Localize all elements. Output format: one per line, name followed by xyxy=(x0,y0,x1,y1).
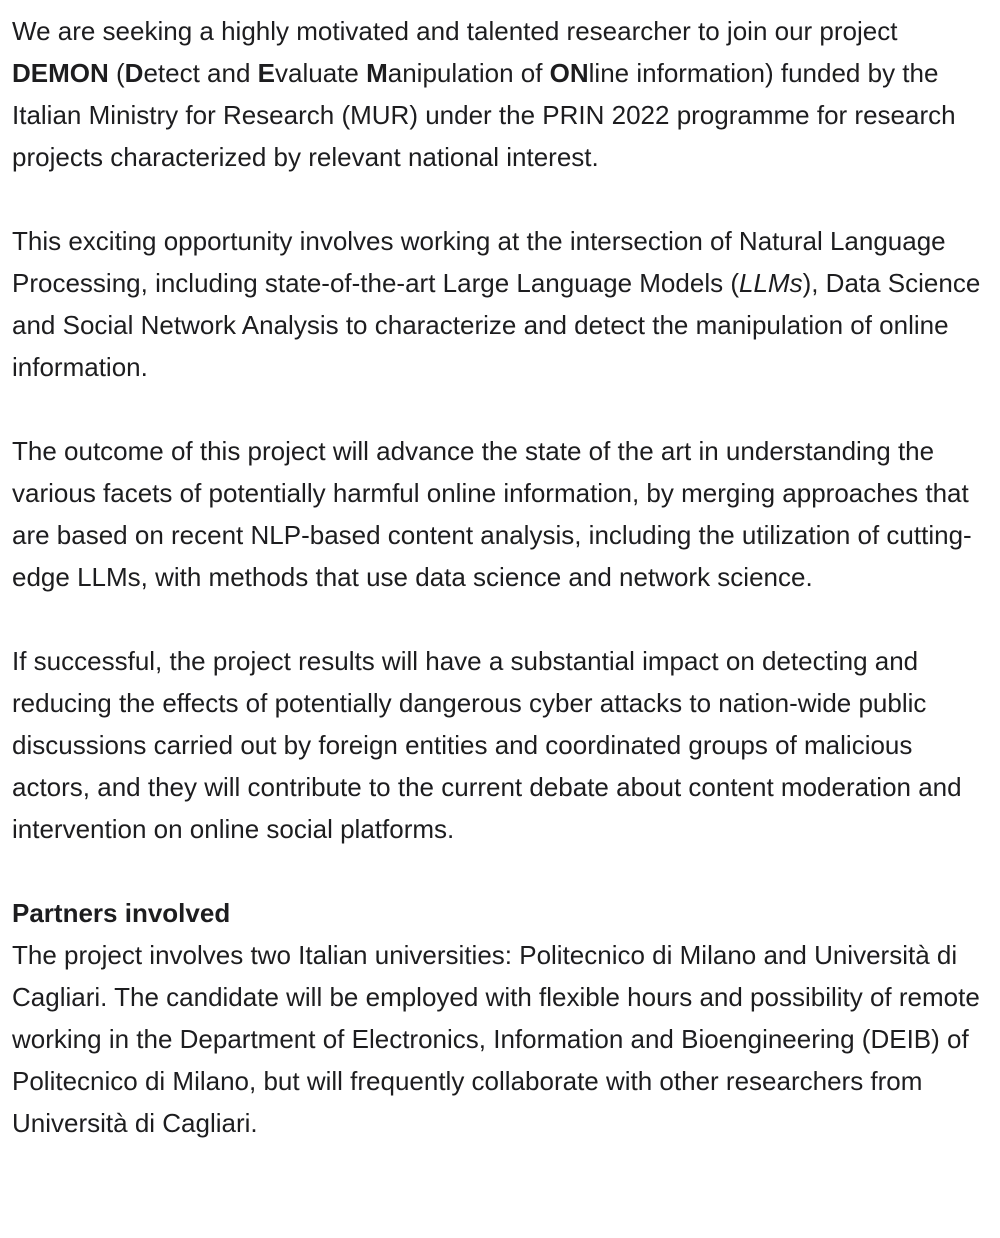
impact-paragraph: If successful, the project results will have a substantial impact on detecting and reducing the effects of potentially dangerous cyber attacks to nation-wide public discussions carried out by foreign entities and coordinated groups of malicious actors, and they will contribute to the current debate about content moderation and intervention on online social platforms. xyxy=(12,646,962,844)
opportunity-text-2: ), Data Science and Social Network Analysis to characterize and detect the manipulation of online information. xyxy=(12,268,981,382)
outcome-paragraph: The outcome of this project will advance the state of the art in understanding the various facets of potentially harmful online information, by merging approaches that are based on recent NLP-based content analysis, including the utilization of cutting-edge LLMs, with methods that use data science and network science. xyxy=(12,436,972,592)
partners-section xyxy=(12,892,984,1144)
partners-text: The project involves two Italian universities: Politecnico di Milano and Università di Cagliari. The candidate will be employed with flexible hours and possibility of remote working in the Department of Electronics, Information and Bioengineering (DEIB) of Politecnico di Milano, but will frequently collaborate with other researchers from Università di Cagliari. xyxy=(12,940,980,1138)
intro-text-2: funded by the Italian Ministry for Research (MUR) under the PRIN 2022 programme for research projects characterized by relevant national interest. xyxy=(12,58,956,172)
acronym-word-online: line information) xyxy=(588,58,774,88)
intro-text-1: We are seeking a highly motivated and talented researcher to join our project xyxy=(12,16,898,46)
partners-heading: Partners involved xyxy=(12,898,231,928)
intro-paragraph xyxy=(12,10,984,178)
job-description xyxy=(12,10,984,1144)
acronym-word-evaluate: valuate xyxy=(275,58,367,88)
acronym-letter-e: E xyxy=(257,58,275,88)
intro-paren-open: ( xyxy=(108,58,125,88)
acronym-word-manipulation: anipulation of xyxy=(387,58,550,88)
llms-term: LLMs xyxy=(738,268,803,298)
acronym-letter-d: D xyxy=(124,58,144,88)
opportunity-paragraph xyxy=(12,220,984,388)
project-acronym: DEMON xyxy=(12,58,109,88)
acronym-letter-on: ON xyxy=(549,58,589,88)
acronym-letter-m: M xyxy=(366,58,388,88)
opportunity-text-1: This exciting opportunity involves working at the intersection of Natural Language Processing, including state-of-the-art Large Language Models ( xyxy=(12,226,946,298)
acronym-word-detect: etect and xyxy=(143,58,258,88)
